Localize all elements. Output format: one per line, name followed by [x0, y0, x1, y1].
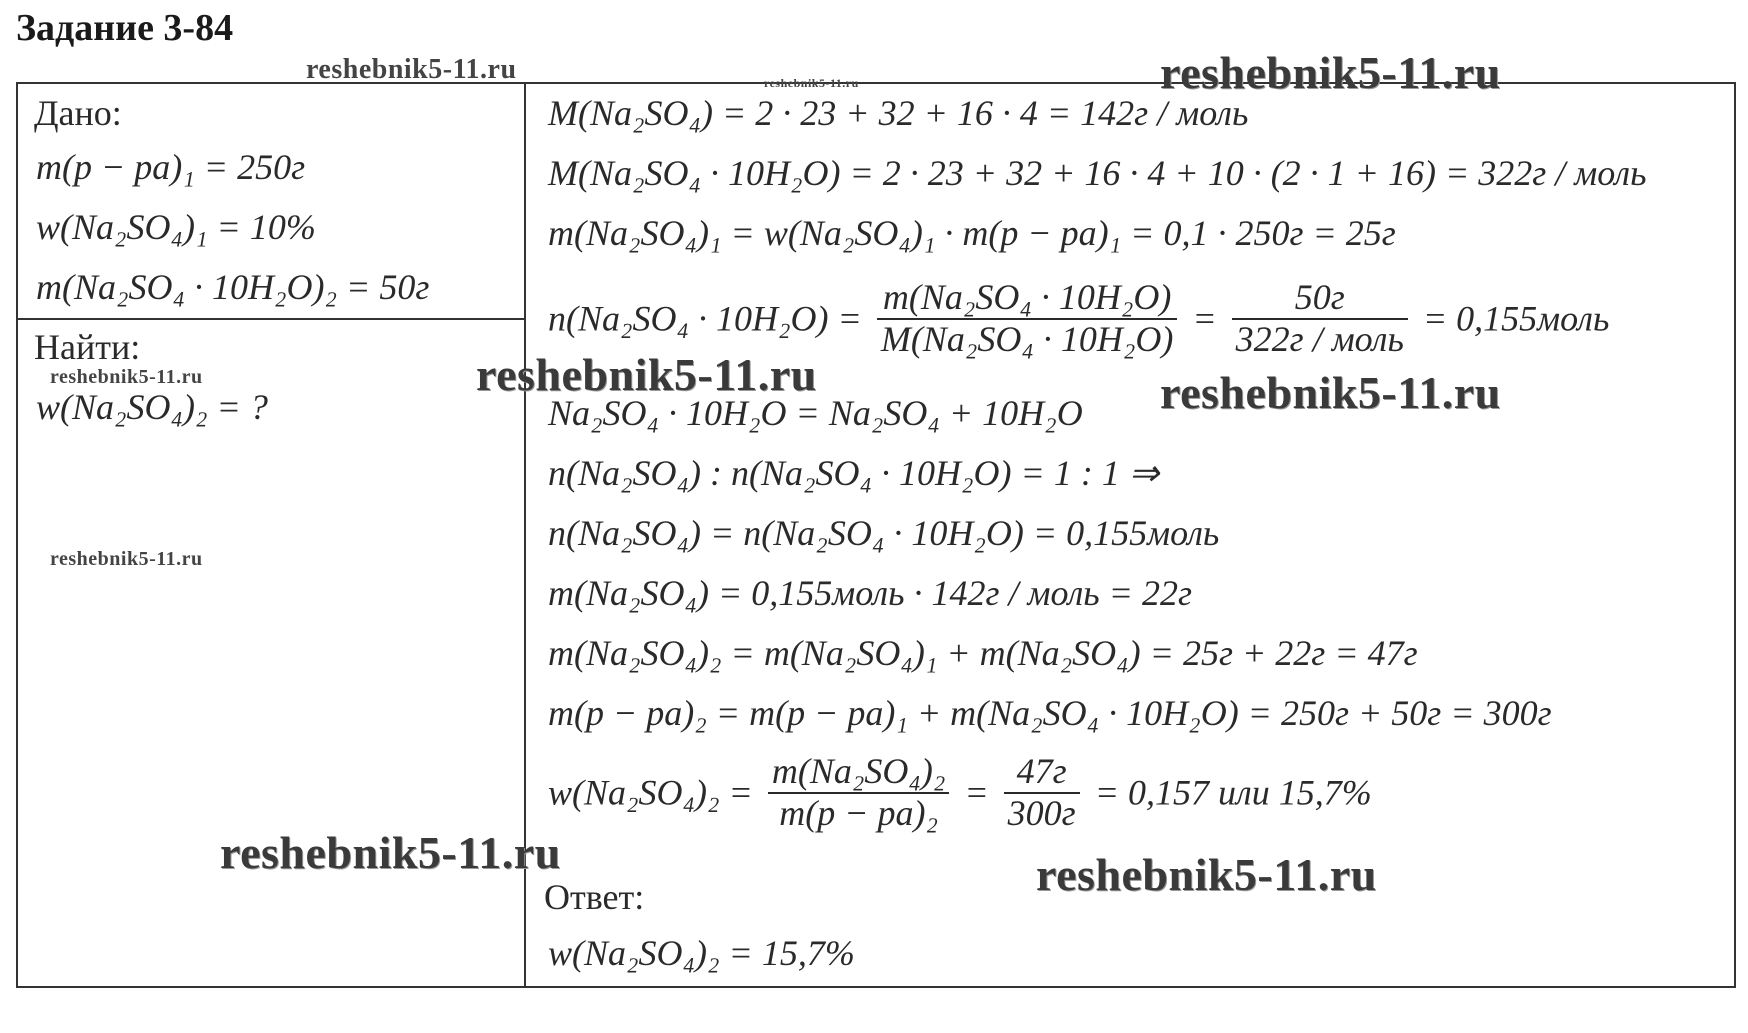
answer-header: Ответ: [544, 877, 645, 917]
watermark: reshebnik5-11.ru [306, 54, 517, 85]
solution-line: n(Na₂SO₄) = n(Na₂SO₄ · 10H₂O) = 0,155моль [548, 513, 1220, 553]
watermark: reshebnik5-11.ru [50, 366, 203, 388]
solution-line: m(Na₂SO₄)₂ = m(Na₂SO₄)₁ + m(Na₂SO₄) = 25г + 22г = 47г [548, 633, 1418, 673]
watermark: reshebnik5-11.ru [50, 548, 203, 570]
find-line: w(Na₂SO₄)₂ = ? [36, 387, 268, 427]
watermark: reshebnik5-11.ru [1160, 47, 1501, 98]
solution-line: n(Na₂SO₄) : n(Na₂SO₄ · 10H₂O) = 1 : 1 ⇒ [548, 453, 1159, 493]
given-find-divider [16, 318, 526, 320]
fraction-numerator: m(Na₂SO₄)₂ [768, 752, 950, 794]
fraction-numerator: 50г [1232, 278, 1408, 320]
watermark: reshebnik5-11.ru [476, 349, 817, 400]
solution-line: m(Na₂SO₄) = 0,155моль · 142г / моль = 22г [548, 573, 1193, 613]
equation-lhs: n(Na₂SO₄ · 10H₂O) = [548, 298, 862, 339]
answer-line: w(Na₂SO₄)₂ = 15,7% [548, 933, 855, 973]
watermark: reshebnik5-11.ru [220, 827, 561, 878]
fraction-equation-moles [548, 278, 1609, 359]
fraction-denominator: m(p − pa)₂ [779, 792, 938, 833]
equation-rhs: = 0,157 или 15,7% [1094, 772, 1372, 813]
solution-line: M(Na₂SO₄ · 10H₂O) = 2 · 23 + 32 + 16 · 4 + 10 · (2 · 1 + 16) = 322г / моль [548, 153, 1647, 193]
solution-line: m(Na₂SO₄)₁ = w(Na₂SO₄)₁ · m(p − pa)₁ = 0,1 · 250г = 25г [548, 213, 1396, 253]
solution-line: m(p − pa)₂ = m(p − pa)₁ + m(Na₂SO₄ · 10H₂O) = 250г + 50г = 300г [548, 693, 1552, 733]
fraction-numerator: m(Na₂SO₄ · 10H₂O) [877, 278, 1178, 320]
given-line: m(Na₂SO₄ · 10H₂O)₂ = 50г [36, 267, 430, 307]
fraction [768, 752, 950, 833]
find-header: Найти: [34, 327, 141, 367]
fraction-denominator: 322г / моль [1235, 318, 1404, 359]
given-header: Дано: [34, 93, 122, 133]
watermark: reshebnik5-11.ru [1036, 849, 1377, 900]
fraction [1232, 278, 1408, 359]
equation-rhs: = 0,155моль [1422, 298, 1610, 339]
fraction [1004, 752, 1080, 833]
fraction-numerator: 47г [1004, 752, 1080, 794]
page-title: Задание 3-84 [16, 7, 234, 49]
equation-lhs: w(Na₂SO₄)₂ = [548, 772, 753, 813]
fraction-denominator: 300г [1007, 792, 1076, 833]
fraction [877, 278, 1178, 359]
given-line: m(p − pa)₁ = 250г [36, 147, 306, 187]
solution-line: Na₂SO₄ · 10H₂O = Na₂SO₄ + 10H₂O [548, 393, 1083, 433]
watermark: reshebnik5-11.ru [1160, 367, 1501, 418]
given-line: w(Na₂SO₄)₁ = 10% [36, 207, 316, 247]
equals-sign: = [964, 772, 989, 813]
fraction-denominator: M(Na₂SO₄ · 10H₂O) [880, 318, 1174, 359]
watermark: reshebnik5-11.ru [764, 76, 859, 90]
equals-sign: = [1192, 298, 1217, 339]
solution-line: M(Na₂SO₄) = 2 · 23 + 32 + 16 · 4 = 142г / моль [548, 93, 1249, 133]
fraction-equation-mass-fraction [548, 752, 1372, 833]
